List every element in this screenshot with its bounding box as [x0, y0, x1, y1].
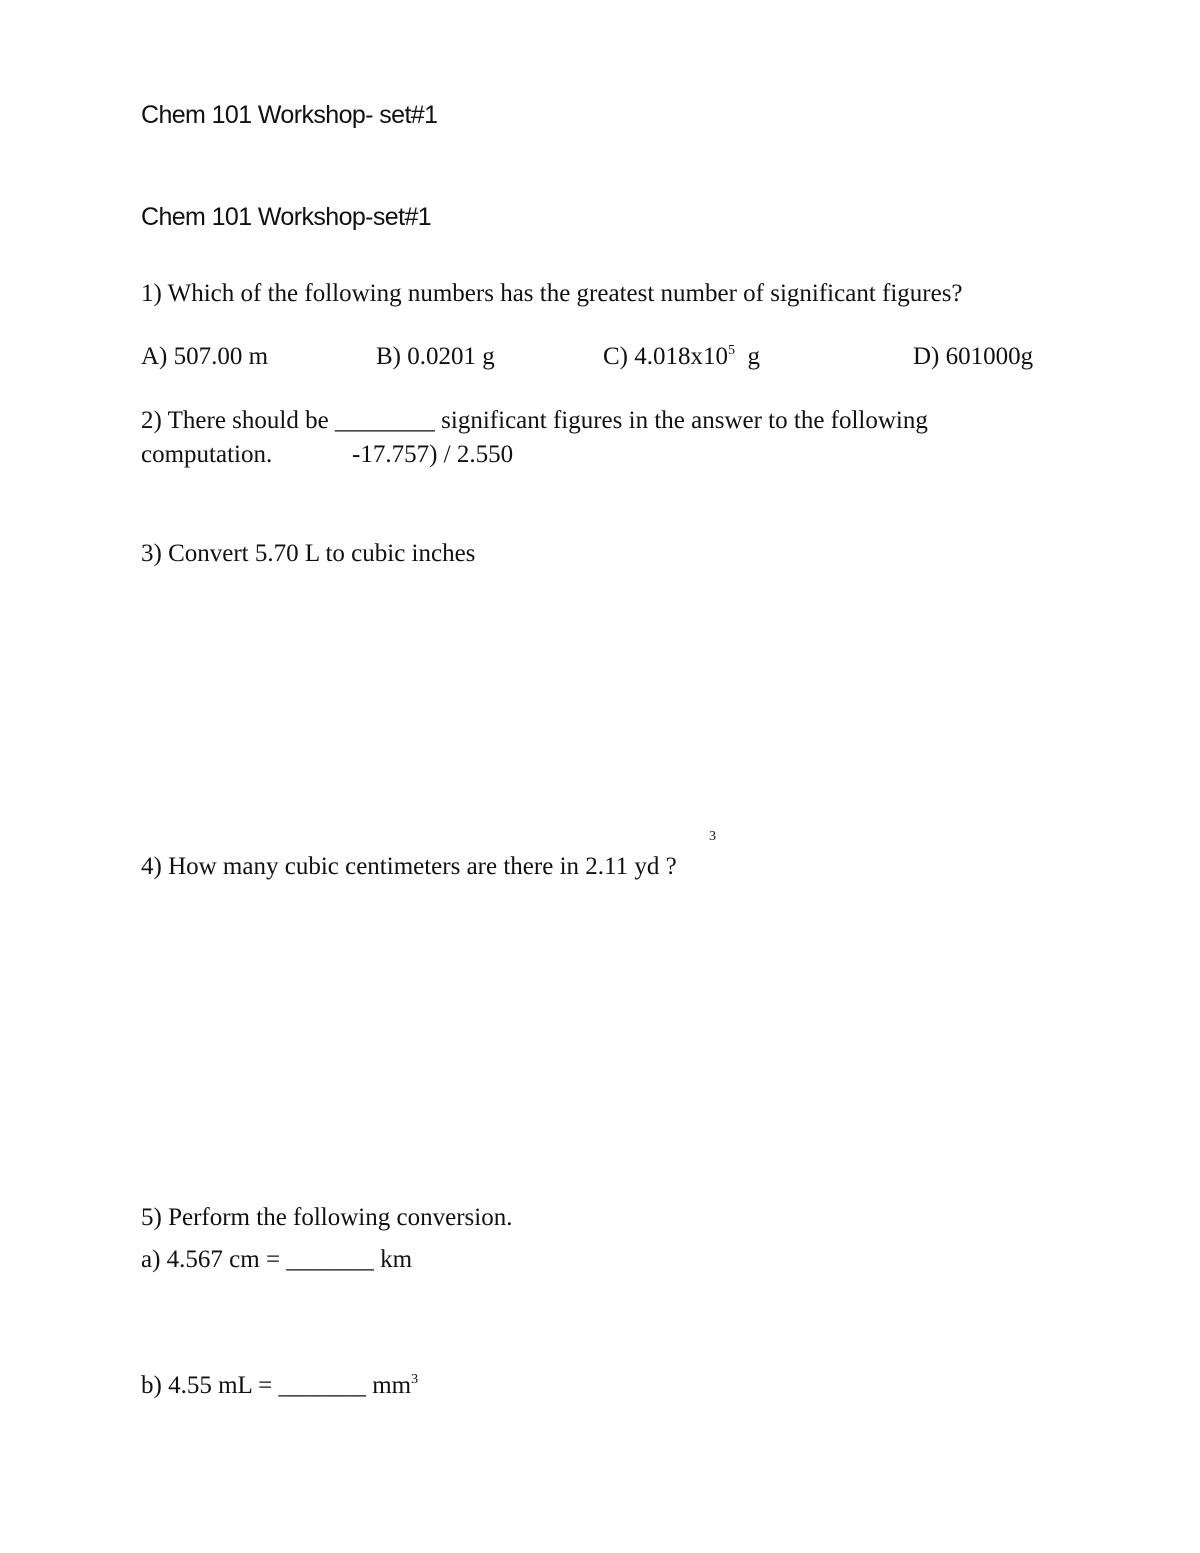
question-5-part-a: a) 4.567 cm = _______ km	[141, 1246, 413, 1273]
question-1-option-c	[603, 344, 760, 369]
page-subtitle: Chem 101 Workshop-set#1	[141, 203, 432, 231]
question-2-expression: -17.757) / 2.550	[352, 441, 514, 468]
question-4-text: 4) How many cubic centimeters are there in 2.11 yd ?	[141, 853, 677, 880]
part-b-base: b) 4.55 mL = _______ mm	[141, 1372, 412, 1399]
question-3-text: 3) Convert 5.70 L to cubic inches	[141, 540, 476, 567]
option-c-unit: g	[747, 343, 760, 370]
option-c-exponent: 5	[728, 343, 735, 358]
question-4-exponent: 3	[709, 829, 716, 844]
question-5-title: 5) Perform the following conversion.	[141, 1204, 513, 1231]
part-b-exponent: 3	[411, 1372, 419, 1387]
option-c-base: C) 4.018x10	[603, 343, 728, 370]
question-1-option-b: B) 0.0201 g	[376, 343, 495, 370]
question-2-line-1: 2) There should be ________ significant figures in the answer to the following	[141, 407, 928, 434]
page-title: Chem 101 Workshop- set#1	[141, 101, 438, 129]
question-2-label: computation.	[141, 441, 273, 468]
question-1-option-a: A) 507.00 m	[141, 343, 269, 370]
question-1-option-d: D) 601000g	[913, 343, 1034, 370]
question-5-part-b	[141, 1373, 418, 1398]
question-1-text: 1) Which of the following numbers has the greatest number of significant figures?	[141, 280, 963, 307]
